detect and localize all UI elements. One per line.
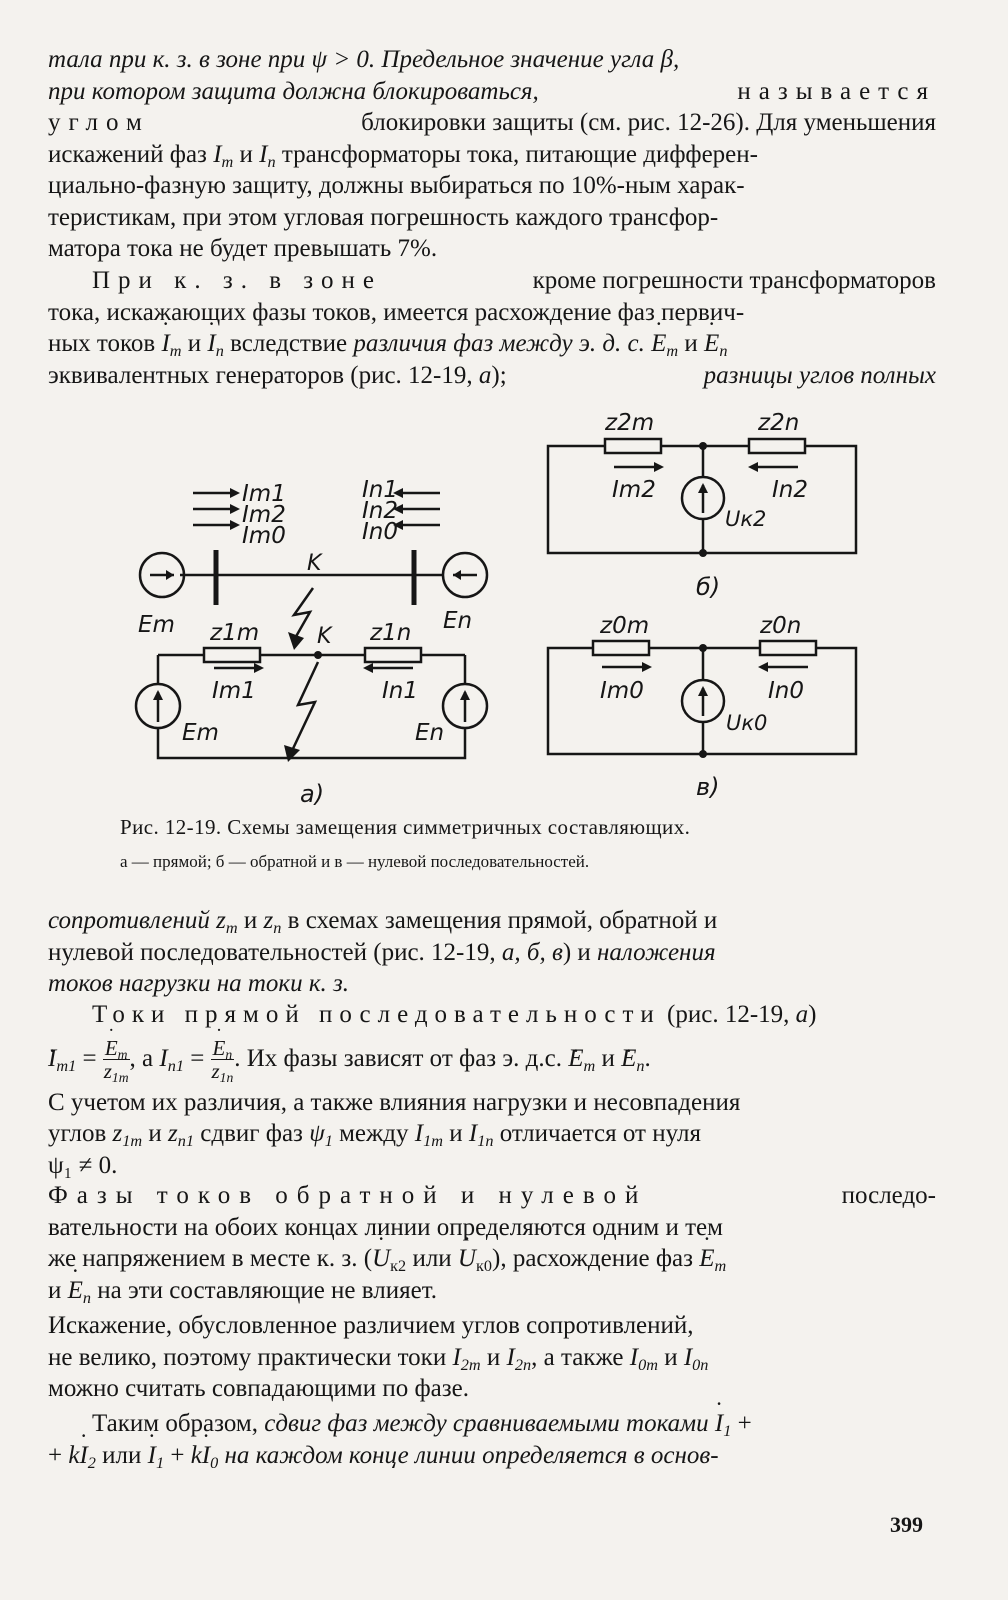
label-a: а) <box>300 780 325 808</box>
label-z2n: z2n <box>758 410 800 436</box>
p1-line7: матора тока не будет превышать 7%. <box>48 235 438 262</box>
p1-line2a: при котором защита должна блокироваться, <box>48 77 539 105</box>
figure-12-19 <box>120 400 880 810</box>
label-En-bottom: En <box>415 720 445 746</box>
p3-line2: нулевой последовательностей (рис. 12-19, а, б, в) и наложения <box>48 938 716 966</box>
p2-line3: ных токов ˙ $I_m$ и ˙ $I_n$ вследствие различия фаз между э. д. с. ˙ $E_m$ и ˙ $E_n$ <box>48 328 936 360</box>
p1-line2b: называется <box>737 77 936 105</box>
label-Im1-b: Im1 <box>212 678 256 704</box>
label-b-In2: In2 <box>772 477 808 503</box>
label-c: в) <box>696 773 720 801</box>
label-c-Im0: Im0 <box>600 678 644 704</box>
figure-caption: Рис. 12-19. Схемы замещения симметричных составляющих. <box>120 815 691 839</box>
label-Em-bottom: Em <box>182 720 219 746</box>
label-z1n: z1n <box>370 620 412 646</box>
p4-line3: С учетом их различия, а также влияния нагрузки и несовпадения <box>48 1088 741 1116</box>
label-z2m: z2m <box>605 410 655 436</box>
p4-line5: ψ₁ ≠ 0. <box>48 1151 118 1179</box>
p3-line3: токов нагрузки на токи к. з. <box>48 970 350 997</box>
label-Im0: Im0 <box>242 523 286 549</box>
p1-line5: циально-фазную защиту, должны выбираться по 10%-ным харак- <box>48 172 745 199</box>
label-Uk0: Uк0 <box>726 711 768 735</box>
p4-line2: ˙ $I_{m1}$ = ˙ $\frac{E_m}{z_{1m}}$ , а $I_{n1}$ = ˙ $\frac{E_n}{z_{1n}}$ . Их фазы зависят от фаз э. д.с. ˙ $E_m$ и ˙ $E_n$. <box>48 1031 936 1087</box>
p2-line2: тока, искажающих фазы токов, имеется расхождение фаз первич- <box>48 298 745 326</box>
label-Im1: Im1 <box>242 481 286 507</box>
p4-line1: Токи прямой последовательности (рис. 12-19, а) <box>92 1001 817 1028</box>
label-Uk2: Uк2 <box>725 507 767 531</box>
p4-line4: углов $z_{1m}$ и $z_{n1}$ сдвиг фаз $\psi_1$ между $I_{1m}$ и $I_{1n}$ отличается от нуля <box>48 1120 701 1150</box>
p1-line3a: углом <box>48 109 150 136</box>
p1-line4: искажений фаз $I_m$ и $I_n$ трансформаторы тока, питающие дифферен- <box>48 140 758 171</box>
paragraph-5 <box>48 1180 936 1306</box>
page-number: 399 <box>890 1512 923 1537</box>
p7-line2: + k˙ $I_2$ или ˙ $I_1$ + k˙ $I_0$ на каждом конце линии определяется в основ- <box>48 1440 936 1472</box>
label-K-top: K <box>307 551 322 576</box>
p5-line1a: Фазы токов обратной и нулевой <box>48 1182 648 1209</box>
label-b: б) <box>696 573 721 601</box>
label-In1: In1 <box>362 477 398 503</box>
p2-line4: эквивалентных генераторов (рис. 12-19, а); разницы углов полных <box>48 361 936 389</box>
p6-line3: можно считать совпадающими по фазе. <box>48 1375 469 1402</box>
label-In1-b: In1 <box>382 678 418 704</box>
figure-caption-sub: а — прямой; б — обратной и в — нулевой последовательностей. <box>120 852 590 871</box>
p7-line1: Таким образом, сдвиг фаз между сравниваемыми токами ˙ $I_1$ + <box>48 1408 936 1440</box>
label-In0: In0 <box>362 519 398 545</box>
label-Im2: Im2 <box>242 502 286 528</box>
p2-line1a: При к. з. в зоне <box>92 267 382 294</box>
paragraph-3 <box>48 905 936 1000</box>
p2-line1b: кроме погрешности трансформаторов <box>532 267 936 294</box>
label-z1m: z1m <box>210 620 260 646</box>
label-z0n: z0n <box>760 613 802 639</box>
p1-line1: тала при к. з. в зоне при ψ > 0. Предельное значение угла β, <box>48 46 680 73</box>
p3-line1: сопротивлений $z_m$ и $z_n$ в схемах замещения прямой, обратной и <box>48 907 718 937</box>
label-In2: In2 <box>362 498 398 524</box>
label-K-bottom: K <box>317 624 332 649</box>
p1-line6: теристикам, при этом угловая погрешность каждого трансфор- <box>48 203 719 231</box>
paragraph-1 <box>48 44 936 265</box>
label-b-Im2: Im2 <box>612 477 656 503</box>
label-z0m: z0m <box>600 613 650 639</box>
p1-line3b: блокировки защиты (см. рис. 12-26). Для уменьшения <box>361 109 936 136</box>
paragraph-4 <box>48 999 936 1181</box>
p5-line3: же напряжением в месте к. з. (˙ $U_{к2}$ или ˙ $U_{к0}$), расхождение фаз ˙ $E_m$ <box>48 1243 936 1275</box>
label-Em-top: Em <box>138 612 175 638</box>
p6-line1: Искажение, обусловленное различием углов сопротивлений, <box>48 1312 694 1339</box>
p5-line1b: последо- <box>841 1182 936 1209</box>
paragraph-2 <box>48 265 936 391</box>
label-c-In0: In0 <box>768 678 804 704</box>
p5-line2: вательности на обоих концах линии определяются одним и тем <box>48 1213 723 1241</box>
paragraph-7 <box>48 1408 936 1471</box>
label-En-top: En <box>443 608 473 634</box>
p6-line2: не велико, поэтому практически токи $I_{2m}$ и $I_{2n}$, а также $I_{0m}$ и $I_{0n}$ <box>48 1343 709 1374</box>
paragraph-6 <box>48 1310 936 1405</box>
p5-line4: и ˙ $E_n$ на эти составляющие не влияет. <box>48 1275 936 1307</box>
